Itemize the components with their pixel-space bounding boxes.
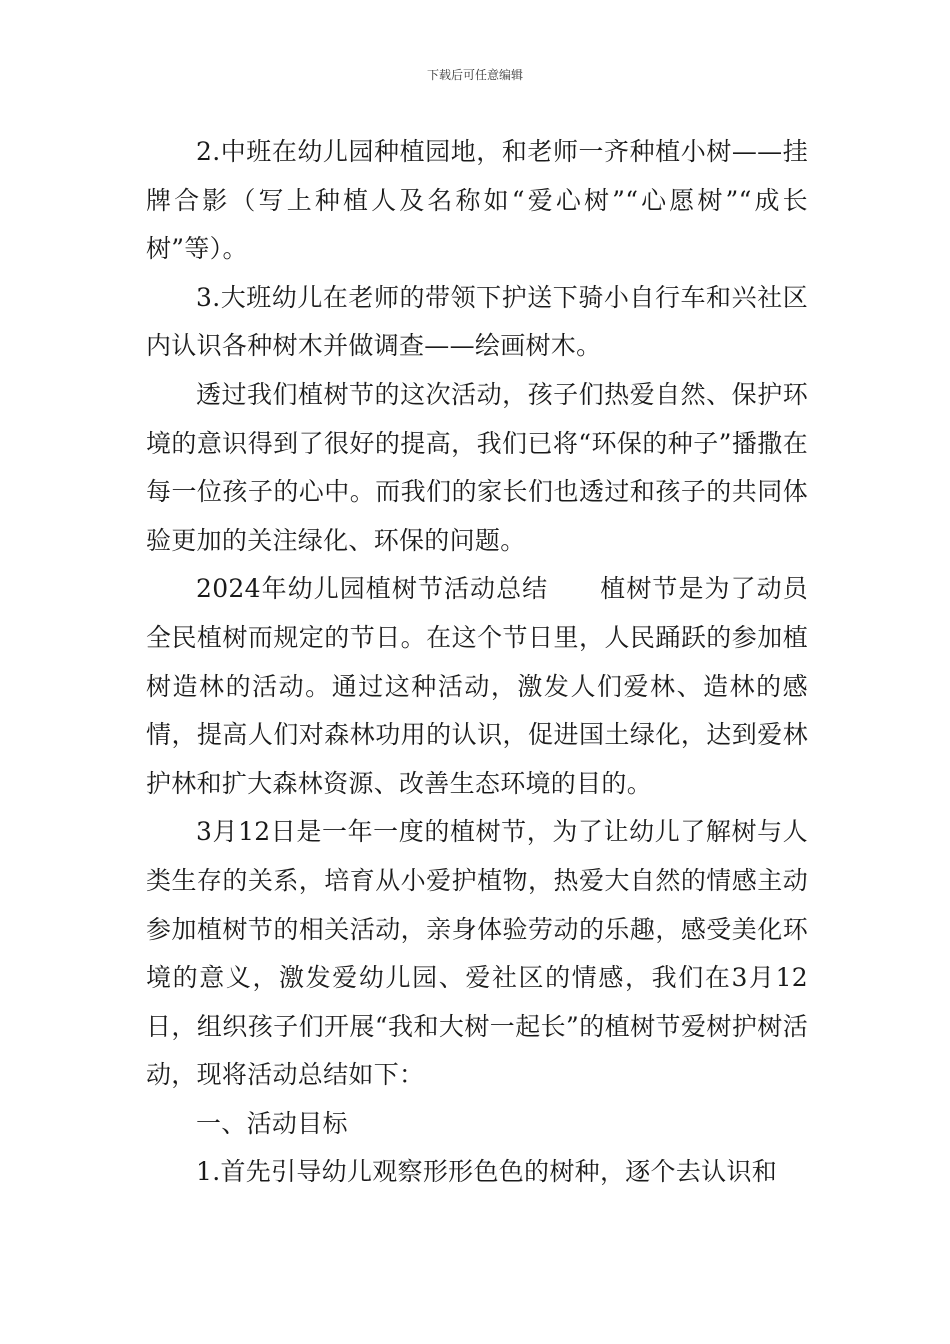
paragraph-middle-class-planting: 2.中班在幼儿园种植园地，和老师一齐种植小树——挂牌合影（写上种植人及名称如“爱心树”“心愿树”“成长树”等）。 bbox=[146, 137, 808, 264]
body-text bbox=[146, 128, 808, 1197]
section-heading-activity-goals: 一、活动目标 bbox=[196, 1108, 348, 1138]
paragraph-senior-class-survey: 3.大班幼儿在老师的带领下护送下骑小自行车和兴社区内认识各种树木并做调查——绘画树木。 bbox=[146, 282, 808, 361]
header-note: 下载后可任意编辑 bbox=[426, 68, 523, 82]
paragraph-summary-intro: 2024年幼儿园植树节活动总结 植树节是为了动员全民植树而规定的节日。在这个节日里，人民踊跃的参加植树造林的活动。通过这种活动，激发人们爱林、造林的感情，提高人们对森林功用的认识，促进国土绿化，达到爱林护林和扩大森林资源、改善生态环境的目的。 bbox=[146, 574, 808, 798]
paragraph-march-12: 3月12日是一年一度的植树节，为了让幼儿了解树与人类生存的关系，培育从小爱护植物，热爱大自然的情感主动参加植树节的相关活动，亲身体验劳动的乐趣，感受美化环境的意义，激发爱幼儿园、爱社区的情感，我们在3月12日，组织孩子们开展“我和大树一起长”的植树节爱树护树活动，现将活动总结如下： bbox=[146, 817, 808, 1090]
paragraph-activity-effect: 透过我们植树节的这次活动，孩子们热爱自然、保护环境的意识得到了很好的提高，我们已将“环保的种子”播撒在每一位孩子的心中。而我们的家长们也透过和孩子的共同体验更加的关注绿化、环保的问题。 bbox=[146, 379, 808, 555]
paragraph-goal-1: 1.首先引导幼儿观察形形色色的树种，逐个去认识和 bbox=[196, 1157, 778, 1187]
